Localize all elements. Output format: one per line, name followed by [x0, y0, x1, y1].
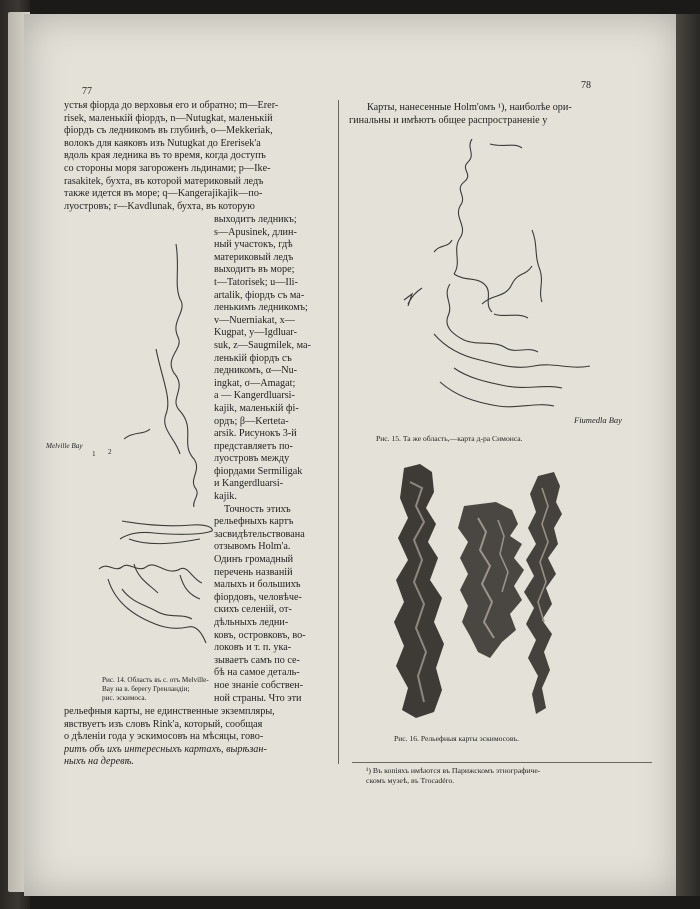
- text-line: также идется въ море; q—Kangerajikajik—по-: [64, 188, 263, 200]
- right-page-number: 78: [581, 80, 591, 91]
- book-page: [24, 14, 680, 896]
- text-line: локовъ и т. п. ука-: [214, 642, 292, 654]
- text-line: со стороны моря загороженъ льдинами; p—Ike-: [64, 162, 271, 174]
- text-line: risek, маленькій фіордъ, n—Nutugkat, маленькій: [64, 112, 273, 124]
- left-page-number: 77: [82, 86, 92, 97]
- text-line: малыхъ и большихъ: [214, 579, 301, 591]
- text-line: Карты, нанесенные Holm'омъ ¹), наиболѣе ори-: [367, 102, 572, 113]
- fig14-coastline-sketch: [84, 239, 214, 669]
- text-line: перечень названій: [214, 566, 293, 578]
- text-line: ный участокъ, гдѣ: [214, 239, 293, 251]
- text-line: ленькимъ ледникомъ;: [214, 302, 308, 314]
- text-line: дѣльныхъ ледни-: [214, 617, 289, 628]
- text-line: рельефныя карты, не единственные экземпляры,: [64, 706, 275, 717]
- text-line: фіордами Sermiligak: [214, 465, 303, 477]
- text-line: Точность этихъ: [224, 503, 291, 515]
- footnote-line: скомъ музеѣ, въ Trocadéro.: [366, 776, 455, 785]
- text-line: ingkat, σ—Amagat;: [214, 377, 296, 389]
- text-line: о дѣленіи года у эскимосовъ на мѣсяцы, гово-: [64, 731, 264, 743]
- text-line: artalik, фіордъ съ ма-: [214, 289, 305, 301]
- fig15-map-label: Fiumedla Bay: [574, 415, 622, 425]
- book-cover-right: [676, 14, 700, 896]
- text-line: ленькій фіордъ съ: [214, 352, 292, 364]
- text-line: v—Nuerniakat, x—: [214, 314, 295, 326]
- fig15-caption: Рис. 15. Та же область,—карта д-ра Симонса.: [376, 434, 523, 443]
- text-line: устья фіорда до верховья его и обратно; m—Erer-: [64, 100, 279, 111]
- caption-line: рис. эскимоса.: [102, 694, 147, 702]
- text-line: луостровъ между: [214, 453, 290, 465]
- text-line: Kugpat, y—Igdluar-: [214, 327, 297, 339]
- left-column-top-text: [64, 100, 346, 213]
- text-line: и Kangerdluarsi-: [214, 478, 284, 490]
- text-line: рельефныхъ картъ: [214, 516, 294, 528]
- text-line: вдоль края ледника въ то время, когда доступъ: [64, 150, 266, 162]
- caption-line: Bay на в. берегу Гренландіи;: [102, 685, 190, 693]
- text-line: t—Tatorisek; u—Ili-: [214, 276, 298, 288]
- fig15-coastline-sketch: [394, 134, 614, 424]
- text-line: материковый ледъ: [214, 251, 294, 263]
- text-line: ледникомъ, α—Nu-: [214, 365, 298, 377]
- relief-map-two: [458, 502, 524, 658]
- left-column-bottom-text: [64, 706, 346, 769]
- text-line: скихъ селеній, от-: [214, 604, 292, 616]
- fig16-relief-maps-illustration: [386, 462, 566, 724]
- fig14-map-label-c: 2: [108, 448, 112, 456]
- text-line: зываетъ самъ по се-: [214, 654, 300, 666]
- fig14-map-label-b: 1: [92, 450, 96, 458]
- text-line: засвидѣтельствована: [214, 528, 305, 540]
- right-column-top-text: [349, 102, 649, 127]
- fig14-map-label-a: Melville Bay: [46, 442, 83, 450]
- text-line: s—Apusinek, длин-: [214, 226, 297, 238]
- caption-line: Рис. 14. Область въ с. отъ Melville-: [102, 676, 209, 684]
- text-line: ной страны. Что эти: [214, 692, 302, 704]
- text-line: волокъ для каяковъ изъ Nutugkat до Ererisek'a: [64, 137, 261, 149]
- fig14-caption: [102, 676, 214, 703]
- text-line: a — Kangerdluarsi-: [214, 390, 295, 402]
- text-line: ныхъ на деревѣ.: [64, 756, 134, 768]
- text-line: фіордъ съ ледникомъ въ глубинѣ, o—Mekkeriak,: [64, 125, 273, 137]
- text-line: arsik. Рисунокъ 3-й: [214, 428, 297, 440]
- text-line: отзывомъ Holm'a.: [214, 541, 291, 553]
- text-line: rasakitek, бухта, въ которой материковый ледъ: [64, 175, 264, 187]
- text-line: выходитъ въ море;: [214, 264, 295, 276]
- footnote: [366, 766, 656, 786]
- text-line: ордъ; β—Kerteta-: [214, 415, 289, 427]
- text-line: фіордовъ, человѣче-: [214, 591, 302, 603]
- text-line: kajik.: [214, 491, 237, 503]
- text-line: ковъ, островковъ, во-: [214, 629, 306, 641]
- fig16-caption: Рис. 16. Рельефныя карты эскимосовъ.: [394, 734, 520, 743]
- footnote-rule: [352, 762, 652, 763]
- left-column-narrow-text: [214, 214, 346, 705]
- text-line: Одинъ громадный: [214, 554, 294, 566]
- text-line: бѣ на самое деталь-: [214, 667, 300, 679]
- text-line: suk, z—Saugmilek, ма-: [214, 339, 311, 351]
- relief-map-one: [394, 464, 444, 718]
- relief-map-three: [524, 472, 562, 714]
- column-divider: [338, 100, 339, 764]
- text-line: представляетъ по-: [214, 440, 293, 452]
- text-line: kajik, маленькій фі-: [214, 402, 299, 414]
- text-line: выходитъ ледникъ;: [214, 214, 297, 225]
- text-line: явствуетъ изъ словъ Rink'a, который, сообщая: [64, 718, 263, 730]
- text-line: гинальны и имѣютъ общее распространеніе у: [349, 114, 548, 126]
- text-line: луостровъ; r—Kavdlunak, бухта, въ которую: [64, 200, 255, 212]
- text-line: ритъ объ ихъ интересныхъ картахъ, вырѣзан-: [64, 743, 267, 755]
- footnote-line: ¹) Въ копіяхъ имѣются въ Парижскомъ этнографиче-: [366, 766, 541, 775]
- text-line: ное знаніе собствен-: [214, 679, 303, 691]
